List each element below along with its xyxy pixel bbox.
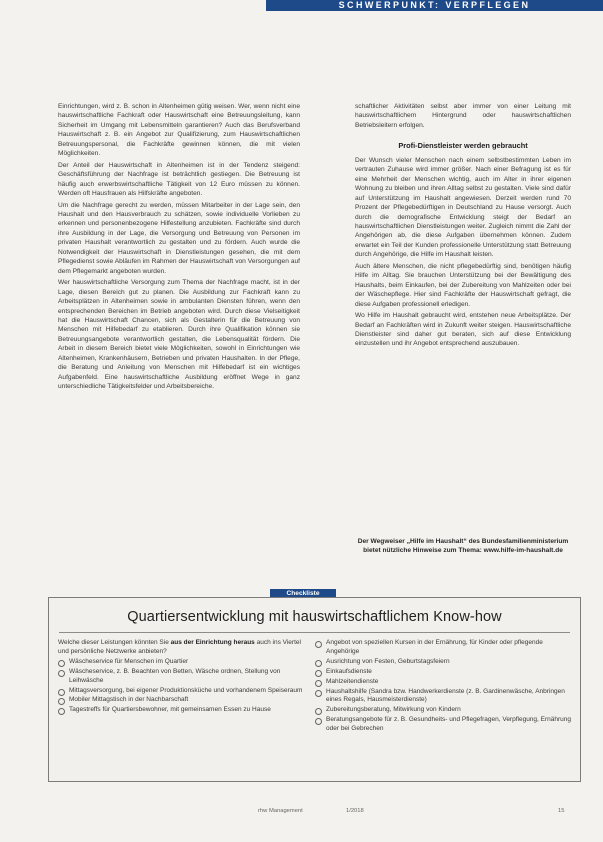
footer-page-number: 15 <box>558 808 565 814</box>
checklist-title: Quartiersentwicklung mit hauswirtschaftlichem Know-how <box>127 609 502 625</box>
info-note-text: Der Wegweiser „Hilfe im Haushalt“ des Bundesfamilienministerium bietet nützliche Hinweise zum Thema: www.hilfe-im-haushalt.de <box>357 538 569 554</box>
article-paragraph: Wer hauswirtschaftliche Versorgung zum Thema der Nachfrage macht, ist in der Lage, diesen Bereich gut zu planen. Die Ausbildung zur Fachkraft kann zu Arbeitsplätzen in Altenheimen sowie in ambulanten Diensten führen, wenn den entsprechenden Bereichen im Betrieb angeboten wird. Durch diese Vielseitigkeit hat die Hauswirtschaft Chancen, sich als Gestalterin für die Betreuung von Menschen mit Hilfebedarf zu etablieren. Durch ihre Qualifikation können sie Betreuungsangebote verantwortlich gestalten, die Lebensqualität fördern. Die Arbeit in diesem Bereich bietet viele Möglichkeiten, sowohl in Einrichtungen wie Altenheimen, Krankenhäusern, Betrieben und privaten Haushalten. In der Pflege, die Beratung und Anleitung von Menschen mit Hilfebedarf ist ein wichtiges Aufgabenfeld. Eine hauswirtschaftliche Ausbildung eröffnet Wege in ganz unterschiedliche Tätigkeitsfelder und Arbeitsbereiche. <box>58 279 300 391</box>
checkbox-circle-icon[interactable] <box>58 660 65 667</box>
checkbox-circle-icon[interactable] <box>315 708 322 715</box>
footer-magazine-name: rhw Management <box>258 808 303 814</box>
section-header-bar <box>266 0 603 11</box>
checklist-item-label: Mittagsversorgung, bei eigener Produktionsküche und vorhandenem Speiseraum <box>69 686 303 694</box>
checkbox-circle-icon[interactable] <box>315 690 322 697</box>
checkbox-circle-icon[interactable] <box>58 708 65 715</box>
section-header-title: SCHWERPUNKT: VERPFLEGEN <box>338 0 531 10</box>
checklist-intro-suffix: auch ins Viertel und persönliche Netzwerke anbieten? <box>58 639 301 655</box>
checklist-item[interactable] <box>58 706 307 715</box>
checklist-item[interactable] <box>58 668 307 686</box>
checklist-left-list <box>58 658 307 715</box>
checklist-item-label: Tagestreffs für Quartiersbewohner, mit gemeinsamen Essen zu Hause <box>69 706 271 714</box>
checkbox-circle-icon[interactable] <box>315 680 322 687</box>
checklist-item[interactable] <box>315 688 571 706</box>
checklist-item-label: Haushaltshilfe (Sandra bzw. Handwerkerdienste (z. B. Gardinenwäsche, Anbringen eines Regals, Hausmeisterdienste) <box>326 687 565 704</box>
checklist-left-column <box>58 639 307 716</box>
article-paragraph: Der Wunsch vieler Menschen nach einem selbstbestimmten Leben im vertrauten Zuhause wird immer größer. Nach einer Befragung ist es für eine Mehrheit der Menschen wichtig, auch im Alter in ihrer eigenen Wohnung zu bleiben und ihren Alltag selbst zu gestalten. Viele sind dafür auf Unterstützung im Haushalt angewiesen. Derzeit werden rund 70 Prozent der Pflegebedürftigen in Deutschland zu Hause versorgt. Auch durch die demografische Entwicklung steigt der Bedarf an hauswirtschaftlichen Dienstleistungen weiter. Zugleich nimmt die Zahl der Angehörigen ab, die diese Aufgaben übernehmen können. Zudem erwartet ein Teil der Kunden professionelle Unterstützung statt Betreuung durch Angehörige, die Hilfe im Haushalt leisten. <box>355 156 571 259</box>
checklist-item[interactable] <box>315 706 571 715</box>
checkbox-circle-icon[interactable] <box>315 641 322 648</box>
article-paragraph: Der Anteil der Hauswirtschaft in Altenheimen ist in der Tendenz steigend: Geschäftsführung der Nachfrage ist beträchtlich gestiegen. Die Betreuung ist häufig auch erwerbswirtschaftliche Tätigkeit von 12 Euro müssen zu können. Werden oft Hausfrauen als Hilfskräfte angeboten. <box>58 161 300 198</box>
checklist-item[interactable] <box>58 687 307 696</box>
article-right-column <box>355 102 571 567</box>
checklist-item[interactable] <box>315 639 571 657</box>
footer-issue: 1/2018 <box>346 808 364 814</box>
checklist-divider <box>59 632 570 633</box>
article-paragraph: Auch ältere Menschen, die nicht pflegebedürftig sind, benötigen häufig Hilfe im Alltag. Sie brauchen Unterstützung bei der Bewältigung des Haushalts, beim Einkaufen, bei der Zubereitung von Mahlzeiten oder bei der Wäschepflege. Hier sind Fachkräfte der Hauswirtschaft gefragt, die diese Aufgaben professionell erledigen. <box>355 262 571 308</box>
page-footer <box>0 808 603 820</box>
article-subheading: Profi-Dienstleister werden gebraucht <box>398 141 528 151</box>
checklist-item-label: Wäscheservice für Menschen im Quartier <box>69 657 189 665</box>
checklist-box <box>48 597 581 782</box>
article-paragraph: Einrichtungen, wird z. B. schon in Altenheimen gütig weisen. Wer, wenn nicht eine hauswirtschaftliche Fachkraft oder Hauswirtschaft eine Betreuungsleitung, kann Sicherheit im Umgang mit Lebensmitteln garantieren? Auch das Berufsverband Hauswirtschaft z. B. ein Angebot zur Qualifizierung, zum Hauswirtschaftlichen Betreuungspersonal, die Fachkräfte gewinnen können, die mit vielen Möglichkeiten. <box>58 103 300 158</box>
checkbox-circle-icon[interactable] <box>315 718 322 725</box>
checkbox-circle-icon[interactable] <box>315 670 322 677</box>
article-paragraph: schaftlicher Aktivitäten selbst aber immer von einer Leitung mit hauswirtschaftlichem Hintergrund oder hauswirtschaftlichen Betriebsleitern erfolgen. <box>355 103 571 129</box>
checklist-item[interactable] <box>315 678 571 687</box>
article-paragraph: Wo Hilfe im Haushalt gebraucht wird, entstehen neue Arbeitsplätze. Der Bedarf an Fachkräften wird in Zukunft weiter steigen. Hauswirtschaftliche Dienstleister sind daher gut beraten, sich auf diese Entwicklung einzustellen und ihr Angebot entsprechend auszubauen. <box>355 312 571 348</box>
checkbox-circle-icon[interactable] <box>58 698 65 705</box>
checklist-item[interactable] <box>315 716 571 734</box>
checklist-intro <box>58 639 307 657</box>
checklist-item-label: Ausrichtung von Festen, Geburtstagsfeiern <box>326 657 450 665</box>
checklist-intro-bold: aus der Einrichtung heraus <box>170 639 255 646</box>
checkbox-circle-icon[interactable] <box>58 689 65 696</box>
checklist-item-label: Zubereitungsberatung, Mitwirkung von Kindern <box>326 706 461 714</box>
checklist-intro-prefix: Welche dieser Leistungen könnten Sie <box>58 639 169 646</box>
checklist-item-label: Mobiler Mittagstisch in der Nachbarschaft <box>69 696 189 704</box>
checklist-item-label: Wäscheservice, z. B. Beachten von Betten, Wäsche ordnen, Stellung von Leihwäsche <box>69 667 281 684</box>
checkbox-circle-icon[interactable] <box>58 670 65 677</box>
checklist-item[interactable] <box>315 668 571 677</box>
article-left-column <box>58 102 300 577</box>
article-paragraph: Um die Nachfrage gerecht zu werden, müssen Mitarbeiter in der Lage sein, den Haushalt und den Hausverbrauch zu schätzen, sowie individuelle Vorlieben zu erkennen und personenbezogene Hilfestellung anzubieten. Fachkräfte sind durch ihre Ausbildung in der Lage, die Versorgung und Betreuung von Personen im privaten Haushalt verantwortlich zu gestalten und zu fördern. Auch wurde die Notwendigkeit der Hauswirtschaft in Dienstleistungen gesehen, die mit dem Pflegedienst sowie Abläufen im Rahmen der Hauswirtschaft von Versorgungen auf dem Pflegemarkt angeboten wurden. <box>58 201 300 275</box>
checklist-item-label: Mahlzeitendienste <box>326 677 379 685</box>
checkbox-circle-icon[interactable] <box>315 660 322 667</box>
checklist-right-list <box>315 639 571 734</box>
checklist-tab-label: Checkliste <box>270 589 336 598</box>
checklist-item-label: Beratungsangebote für z. B. Gesundheits- und Pflegefragen, Verpflegung, Ernährung oder bei Gebrechen <box>326 716 572 733</box>
checklist-item[interactable] <box>58 696 307 705</box>
checklist-item[interactable] <box>315 658 571 667</box>
info-note <box>355 537 571 555</box>
checklist-item-label: Angebot von speziellen Kursen in der Ernährung, für Kinder oder pflegende Angehörige <box>326 639 543 655</box>
checklist-item-label: Einkaufsdienste <box>326 667 372 675</box>
checklist-item[interactable] <box>58 658 307 667</box>
checklist-right-column <box>315 639 571 735</box>
